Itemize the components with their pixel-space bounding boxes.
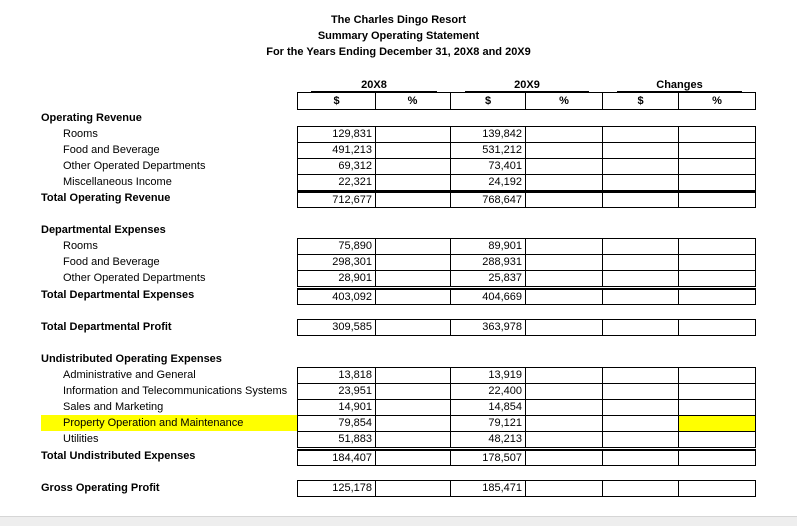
cell-empty[interactable] [526, 143, 603, 159]
line-item-label: Food and Beverage [63, 144, 160, 156]
cell-20x9-amount[interactable]: 139,842 [451, 126, 526, 143]
column-header-dollar: $ [451, 92, 526, 110]
cell-empty[interactable] [679, 191, 756, 208]
cell-empty[interactable] [679, 126, 756, 143]
cell-20x9-amount[interactable]: 48,213 [451, 432, 526, 448]
cell-20x8-amount[interactable]: 129,831 [297, 126, 376, 143]
cell-empty[interactable] [526, 367, 603, 384]
cell-empty[interactable] [526, 480, 603, 497]
cell-empty[interactable] [679, 175, 756, 191]
cell-empty[interactable] [526, 432, 603, 448]
cell-empty[interactable] [375, 255, 451, 271]
total-label: Total Undistributed Expenses [41, 450, 196, 462]
cell-20x8-amount[interactable]: 13,818 [297, 367, 376, 384]
cell-empty[interactable] [375, 143, 451, 159]
cell-20x8-amount[interactable]: 75,890 [297, 238, 376, 255]
cell-20x9-amount[interactable]: 24,192 [451, 175, 526, 191]
cell-20x8-amount[interactable]: 403,092 [297, 288, 376, 305]
report-period: For the Years Ending December 31, 20X8 and 20X9 [266, 46, 531, 58]
year-header-20x8: 20X8 [361, 79, 387, 91]
line-item-label: Other Operated Departments [63, 272, 206, 284]
cell-empty[interactable] [375, 367, 451, 384]
cell-empty[interactable] [603, 159, 679, 175]
cell-20x9-amount[interactable]: 89,901 [451, 238, 526, 255]
cell-empty[interactable] [603, 238, 679, 255]
cell-empty[interactable] [679, 143, 756, 159]
cell-empty[interactable] [679, 319, 756, 336]
line-item-label: Sales and Marketing [63, 401, 164, 413]
cell-20x9-amount[interactable]: 25,837 [451, 271, 526, 287]
cell-empty[interactable] [526, 159, 603, 175]
section-heading: Undistributed Operating Expenses [41, 353, 222, 365]
cell-20x8-amount[interactable]: 69,312 [297, 159, 376, 175]
cell-empty[interactable] [603, 191, 679, 208]
cell-empty[interactable] [526, 175, 603, 191]
cell-20x8-amount[interactable]: 491,213 [297, 143, 376, 159]
cell-empty[interactable] [526, 238, 603, 255]
cell-empty[interactable] [679, 367, 756, 384]
cell-empty[interactable] [679, 159, 756, 175]
cell-empty[interactable] [526, 191, 603, 208]
cell-empty[interactable] [603, 384, 679, 400]
cell-empty[interactable] [526, 271, 603, 287]
column-header-dollar: $ [603, 92, 679, 110]
cell-20x9-amount[interactable]: 73,401 [451, 159, 526, 175]
cell-20x8-amount[interactable]: 28,901 [297, 271, 376, 287]
cell-empty[interactable] [375, 449, 451, 466]
cell-20x8-amount[interactable]: 79,854 [297, 416, 376, 432]
report-subtitle: Summary Operating Statement [317, 30, 480, 42]
year-header-20x9: 20X9 [514, 79, 540, 91]
cell-empty[interactable] [526, 449, 603, 466]
cell-empty[interactable] [375, 175, 451, 191]
cell-empty[interactable] [603, 319, 679, 336]
cell-20x9-amount[interactable]: 178,507 [451, 449, 526, 466]
cell-empty[interactable] [603, 480, 679, 497]
cell-empty[interactable] [679, 416, 756, 432]
line-item-label: Administrative and General [63, 369, 196, 381]
line-item-label: Utilities [63, 433, 99, 445]
cell-empty[interactable] [526, 400, 603, 416]
cell-20x8-amount[interactable]: 23,951 [297, 384, 376, 400]
cell-empty[interactable] [375, 126, 451, 143]
cell-20x9-amount[interactable]: 79,121 [451, 416, 526, 432]
column-header-dollar: $ [297, 92, 376, 110]
report-title: The Charles Dingo Resort [330, 14, 467, 26]
cell-empty[interactable] [375, 238, 451, 255]
cell-empty[interactable] [603, 288, 679, 305]
cell-empty[interactable] [603, 175, 679, 191]
cell-20x9-amount[interactable]: 531,212 [451, 143, 526, 159]
cell-20x9-amount[interactable]: 14,854 [451, 400, 526, 416]
column-header-percent: % [526, 92, 603, 110]
cell-empty[interactable] [375, 384, 451, 400]
total-label: Gross Operating Profit [41, 482, 160, 494]
cell-empty[interactable] [603, 400, 679, 416]
cell-empty[interactable] [375, 191, 451, 208]
cell-empty[interactable] [375, 400, 451, 416]
cell-20x9-amount[interactable]: 404,669 [451, 288, 526, 305]
column-header-percent: % [375, 92, 451, 110]
column-header-percent: % [679, 92, 756, 110]
cell-20x8-amount[interactable]: 184,407 [297, 449, 376, 466]
cell-20x9-amount[interactable]: 13,919 [451, 367, 526, 384]
total-label: Total Departmental Profit [41, 321, 172, 333]
cell-empty[interactable] [603, 449, 679, 466]
total-label: Total Operating Revenue [41, 192, 171, 204]
cell-20x9-amount[interactable]: 22,400 [451, 384, 526, 400]
cell-20x9-amount[interactable]: 288,931 [451, 255, 526, 271]
cell-20x8-amount[interactable]: 125,178 [297, 480, 376, 497]
cell-20x8-amount[interactable]: 51,883 [297, 432, 376, 448]
cell-20x9-amount[interactable]: 768,647 [451, 191, 526, 208]
cell-20x8-amount[interactable]: 298,301 [297, 255, 376, 271]
cell-empty[interactable] [375, 416, 451, 432]
cell-empty[interactable] [603, 143, 679, 159]
cell-empty[interactable] [603, 126, 679, 143]
cell-empty[interactable] [679, 432, 756, 448]
cell-empty[interactable] [603, 271, 679, 287]
cell-empty[interactable] [603, 416, 679, 432]
total-label: Total Departmental Expenses [41, 289, 195, 301]
cell-empty[interactable] [679, 288, 756, 305]
cell-20x9-amount[interactable]: 185,471 [451, 480, 526, 497]
cell-empty[interactable] [679, 271, 756, 287]
cell-empty[interactable] [375, 271, 451, 287]
line-item-label: Information and Telecommunications Systems [63, 385, 288, 397]
cell-empty[interactable] [679, 449, 756, 466]
cell-20x8-amount[interactable]: 22,321 [297, 175, 376, 191]
cell-empty[interactable] [679, 238, 756, 255]
cell-empty[interactable] [526, 126, 603, 143]
line-item-label: Other Operated Departments [63, 160, 206, 172]
cell-empty[interactable] [603, 432, 679, 448]
cell-empty[interactable] [526, 384, 603, 400]
cell-empty[interactable] [526, 288, 603, 305]
section-heading: Departmental Expenses [41, 224, 166, 236]
cell-20x9-amount[interactable]: 363,978 [451, 319, 526, 336]
cell-20x8-amount[interactable]: 712,677 [297, 191, 376, 208]
line-item-label: Rooms [63, 240, 98, 252]
cell-empty[interactable] [603, 367, 679, 384]
cell-empty[interactable] [375, 288, 451, 305]
cell-empty[interactable] [679, 400, 756, 416]
cell-empty[interactable] [679, 480, 756, 497]
cell-20x8-amount[interactable]: 309,585 [297, 319, 376, 336]
line-item-label: Property Operation and Maintenance [41, 415, 297, 431]
line-item-label: Miscellaneous Income [63, 176, 172, 188]
cell-20x8-amount[interactable]: 14,901 [297, 400, 376, 416]
line-item-label: Food and Beverage [63, 256, 160, 268]
cell-empty[interactable] [603, 255, 679, 271]
cell-empty[interactable] [375, 159, 451, 175]
cell-empty[interactable] [375, 319, 451, 336]
line-item-label: Rooms [63, 128, 98, 140]
section-heading: Operating Revenue [41, 112, 142, 124]
cell-empty[interactable] [526, 255, 603, 271]
cell-empty[interactable] [526, 319, 603, 336]
cell-empty[interactable] [679, 384, 756, 400]
cell-empty[interactable] [375, 432, 451, 448]
changes-header: Changes [656, 79, 703, 91]
cell-empty[interactable] [679, 255, 756, 271]
cell-empty[interactable] [526, 416, 603, 432]
cell-empty[interactable] [375, 480, 451, 497]
